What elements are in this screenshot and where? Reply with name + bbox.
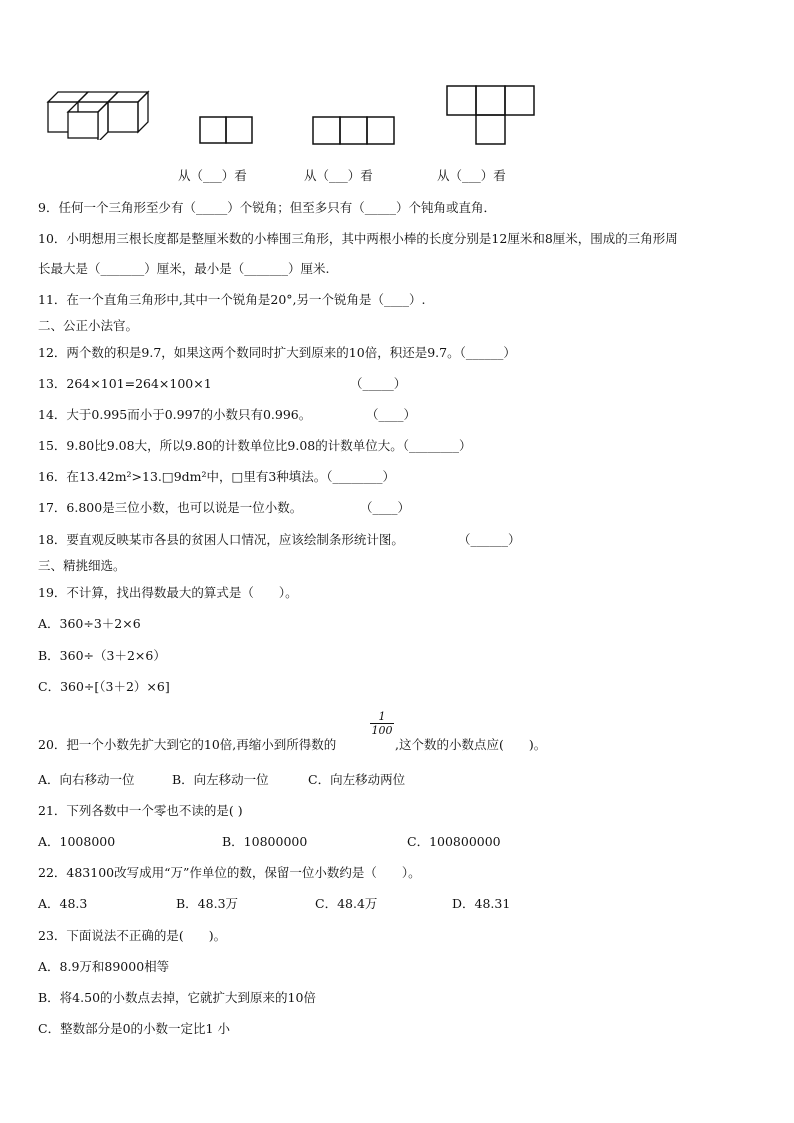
question-12: 12．两个数的积是9.7，如果这两个数同时扩大到原来的10倍，积还是9.7。（______） bbox=[38, 345, 516, 360]
two-square-view bbox=[199, 116, 255, 145]
question-17-blank: （____） bbox=[360, 500, 411, 515]
question-19-option-a: A．360÷3＋2×6 bbox=[38, 616, 141, 631]
question-20-tail: ,这个数的小数点应( )。 bbox=[395, 737, 547, 752]
question-22-option-d: D．48.31 bbox=[452, 896, 511, 911]
view-label-2: 从（___）看 bbox=[304, 168, 373, 183]
t-shape-view bbox=[446, 85, 536, 145]
question-22-option-a: A．48.3 bbox=[38, 896, 88, 911]
question-18-blank: （______） bbox=[458, 532, 521, 547]
question-10-line2: 长最大是（_______）厘米，最小是（_______）厘米. bbox=[38, 261, 330, 276]
question-20-option-a: A．向右移动一位 bbox=[38, 772, 135, 787]
question-16: 16．在13.42m²>13.□9dm²中，□里有3种填法。（________） bbox=[38, 469, 396, 484]
question-22-option-b: B．48.3万 bbox=[176, 896, 239, 911]
question-21: 21．下列各数中一个零也不读的是( ) bbox=[38, 803, 243, 818]
question-14-blank: （____） bbox=[366, 407, 417, 422]
three-square-view bbox=[312, 116, 396, 145]
question-19-option-b: B．360÷（3＋2×6） bbox=[38, 648, 166, 663]
question-23: 23．下面说法不正确的是( )。 bbox=[38, 928, 227, 943]
question-19: 19．不计算，找出得数最大的算式是（ ）。 bbox=[38, 585, 298, 600]
question-23-option-a: A．8.9万和89000相等 bbox=[38, 959, 170, 974]
question-21-option-a: A．1008000 bbox=[38, 834, 116, 849]
question-20: 20．把一个小数先扩大到它的10倍,再缩小到所得数的 bbox=[38, 737, 337, 752]
question-14: 14．大于0.995而小于0.997的小数只有0.996。 bbox=[38, 407, 312, 422]
cube-stack-figure bbox=[44, 88, 160, 140]
fraction-numerator: 1 bbox=[378, 710, 386, 723]
question-23-option-c: C．整数部分是0的小数一定比1 小 bbox=[38, 1021, 230, 1036]
question-11: 11．在一个直角三角形中,其中一个锐角是20°,另一个锐角是（____）. bbox=[38, 292, 426, 307]
question-20-option-b: B．向左移动一位 bbox=[172, 772, 269, 787]
view-label-3: 从（___）看 bbox=[437, 168, 506, 183]
view-label-1: 从（___）看 bbox=[178, 168, 247, 183]
question-19-option-c: C．360÷[（3＋2）×6] bbox=[38, 679, 170, 694]
question-15: 15．9.80比9.08大，所以9.80的计数单位比9.08的计数单位大。（________） bbox=[38, 438, 472, 453]
question-20-option-c: C．向左移动两位 bbox=[308, 772, 406, 787]
question-23-option-b: B．将4.50的小数点去掉，它就扩大到原来的10倍 bbox=[38, 990, 316, 1005]
question-17: 17．6.800是三位小数，也可以说是一位小数。 bbox=[38, 500, 303, 515]
fraction-denominator: 100 bbox=[371, 724, 393, 737]
question-22-option-c: C．48.4万 bbox=[315, 896, 378, 911]
question-21-option-c: C．100800000 bbox=[407, 834, 501, 849]
question-10-line1: 10．小明想用三根长度都是整厘米数的小棒围三角形，其中两根小棒的长度分别是12厘米和8厘米，围成的三角形周 bbox=[38, 231, 678, 246]
question-18: 18．要直观反映某市各县的贫困人口情况，应该绘制条形统计图。 bbox=[38, 532, 404, 547]
section-2-heading: 二、公正小法官。 bbox=[38, 318, 139, 333]
fraction bbox=[370, 710, 394, 737]
question-13-blank: （_____） bbox=[350, 376, 407, 391]
question-22: 22．483100改写成用“万”作单位的数，保留一位小数约是（ ）。 bbox=[38, 865, 421, 880]
section-3-heading: 三、精挑细选。 bbox=[38, 558, 126, 573]
question-9: 9．任何一个三角形至少有（_____）个锐角；但至多只有（_____）个钝角或直角． bbox=[38, 200, 496, 215]
question-21-option-b: B．10800000 bbox=[222, 834, 308, 849]
question-13: 13．264×101=264×100×1 bbox=[38, 376, 212, 391]
